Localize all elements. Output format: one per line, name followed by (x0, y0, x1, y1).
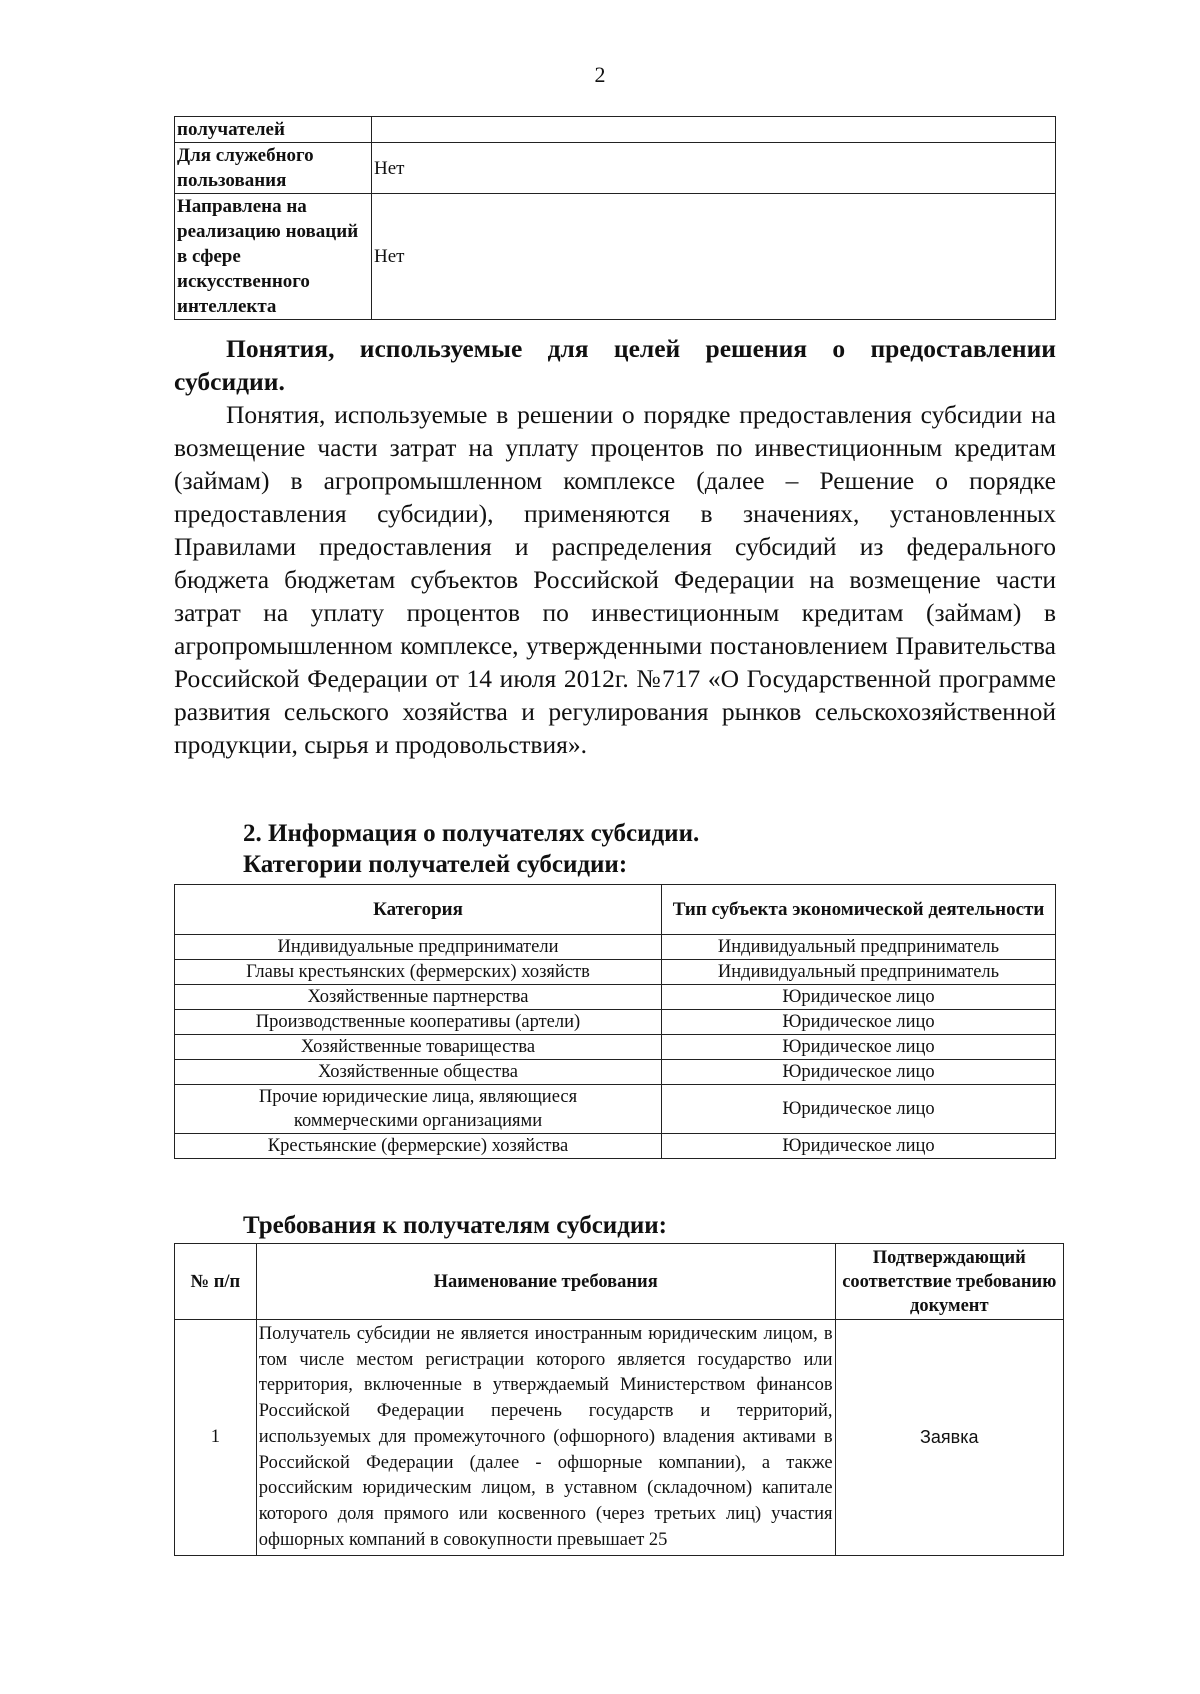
table-cell: Главы крестьянских (фермерских) хозяйств (175, 960, 662, 985)
table-cell (372, 117, 1056, 143)
concepts-section (174, 332, 1056, 761)
table-cell: Юридическое лицо (662, 1060, 1056, 1085)
section-2-subtitle: Категории получателей субсидии: (243, 851, 628, 878)
table-row (175, 1085, 1056, 1134)
table-row (175, 985, 1056, 1010)
section-2-header (243, 818, 699, 880)
requirements-table (174, 1243, 1064, 1556)
table-row (175, 117, 1056, 143)
table-row (175, 1134, 1056, 1159)
table-row (175, 935, 1056, 960)
table-row (175, 194, 1056, 320)
table-cell: Получатель субсидии не является иностранным юридическим лицом, в том числе местом регистрации которого является государство или территория, включенные в утверждаемый Министерством финансов Российской Федерации перечень государств и территорий, используемых для промежуточного (офшорного) владения активами в Российской Федерации (далее - офшорные компании), а также российским юридическим лицом, в уставном (складочном) капитале которого доля прямого или косвенного (через третьих лиц) участия офшорных компаний в совокупности превышает 25 (256, 1320, 835, 1556)
table-cell: Заявка (835, 1320, 1063, 1556)
table-row (175, 960, 1056, 985)
table-header-row (175, 1244, 1064, 1320)
column-header: Тип субъекта экономической деятельности (662, 885, 1056, 935)
table-cell: Индивидуальный предприниматель (662, 960, 1056, 985)
table-row (175, 1320, 1064, 1556)
table-row (175, 1010, 1056, 1035)
table-cell: Индивидуальные предприниматели (175, 935, 662, 960)
table-cell: Хозяйственные партнерства (175, 985, 662, 1010)
top-table (174, 116, 1056, 320)
table-cell: Индивидуальный предприниматель (662, 935, 1056, 960)
section-2-title: 2. Информация о получателях субсидии. (243, 820, 700, 847)
page-number: 2 (594, 62, 606, 87)
concepts-paragraph: Понятия, используемые в решении о порядке предоставления субсидии на возмещение части затрат на уплату процентов по инвестиционным кредитам (займам) в агропромышленном комплексе (далее – Решение о порядке предоставления субсидии), применяются в значениях, установленных Правилами предоставления и распределения субсидий из федерального бюджета бюджетам субъектов Российской Федерации на возмещение части затрат на уплату процентов по инвестиционным кредитам (займам) в агропромышленном комплексе, утвержденными постановлением Правительства Российской Федерации от 14 июля 2012г. №717 «О Государственной программе развития сельского хозяйства и регулирования рынков сельскохозяйственной продукции, сырья и продовольствия». (174, 400, 1056, 759)
table-cell: Юридическое лицо (662, 1035, 1056, 1060)
table-row (175, 1060, 1056, 1085)
table-cell: Направлена на реализацию новаций в сфере искусственного интеллекта (175, 194, 372, 320)
column-header: Подтверждающий соответствие требованию документ (835, 1244, 1063, 1320)
table-cell: Юридическое лицо (662, 985, 1056, 1010)
table-cell: Для служебного пользования (175, 143, 372, 194)
table-cell: Юридическое лицо (662, 1134, 1056, 1159)
table-cell: Юридическое лицо (662, 1085, 1056, 1134)
table-cell: Производственные кооперативы (артели) (175, 1010, 662, 1035)
table-cell: Нет (372, 143, 1056, 194)
table-cell: Прочие юридические лица, являющиеся коммерческими организациями (175, 1085, 662, 1134)
requirements-title: Требования к получателям субсидии: (243, 1212, 667, 1239)
table-cell: Хозяйственные общества (175, 1060, 662, 1085)
table-row (175, 1035, 1056, 1060)
concepts-heading: Понятия, используемые для целей решения о предоставлении субсидии. (174, 334, 1056, 396)
table-cell: Хозяйственные товарищества (175, 1035, 662, 1060)
table-cell: Юридическое лицо (662, 1010, 1056, 1035)
column-header: № п/п (175, 1244, 257, 1320)
table-row (175, 143, 1056, 194)
column-header: Категория (175, 885, 662, 935)
table-cell: Нет (372, 194, 1056, 320)
categories-table (174, 884, 1056, 1159)
column-header: Наименование требования (256, 1244, 835, 1320)
table-cell: Крестьянские (фермерские) хозяйства (175, 1134, 662, 1159)
table-cell: получателей (175, 117, 372, 143)
table-cell: 1 (175, 1320, 257, 1556)
table-header-row (175, 885, 1056, 935)
